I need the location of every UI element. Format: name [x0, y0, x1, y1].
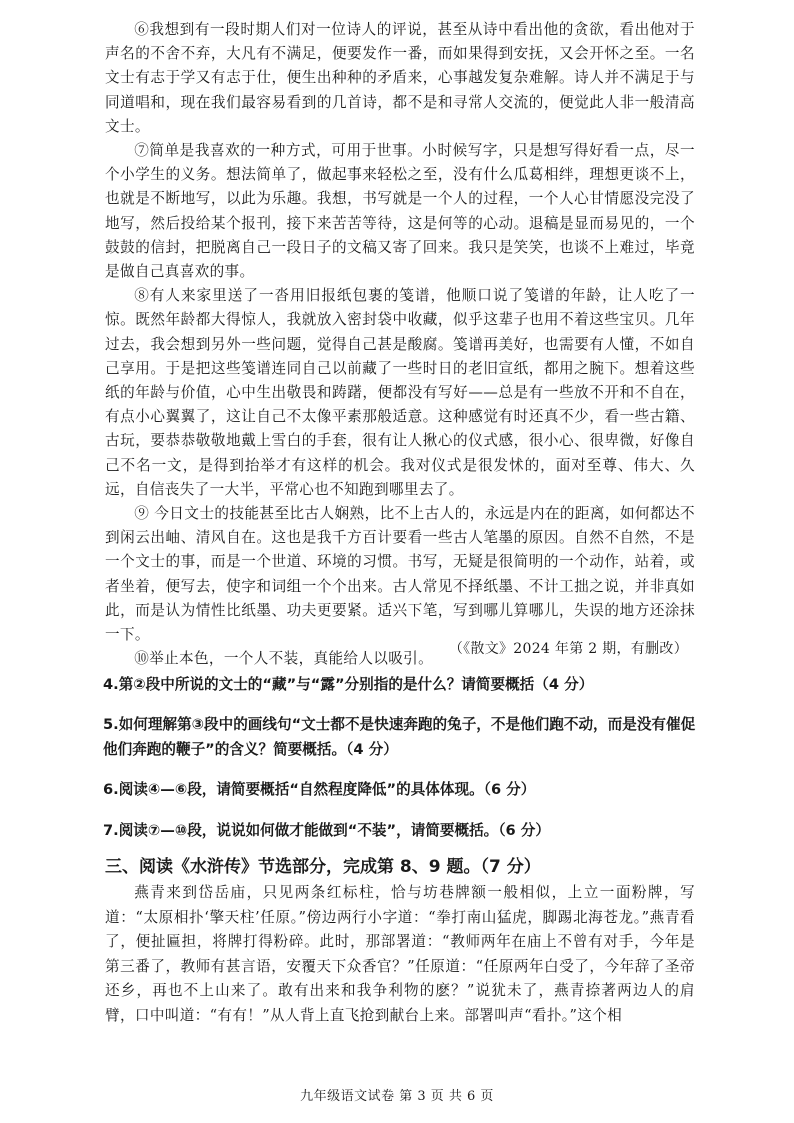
essay-paragraph-8: ⑧有人来家里送了一沓用旧报纸包裹的笺谱，他顺口说了笺谱的年龄，让人吃了一惊。既然年龄都大得惊人，我就放入密封袋中收藏，似乎这辈子也用不着这些宝贝。几年过去，我会想到另外一些问题，觉得自己甚是酸腐。笺谱再美好，也需要有人懂，不如自己享用。于是把这些笺谱连同自己以前藏了一些时日的老旧宣纸，都用之腕下。想着这些纸的年龄与价值，心中生出敬畏和踌躇，便都没有写好——总是有一些放不开和不自在，有点小心翼翼了，这让自己不太像平素那般适意。这种感觉有时还真不少，看一些古籍、古玩，要恭恭敬敬地戴上雪白的手套，很有让人揪心的仪式感，很小心、很卑微，好像自己不名一文，是得到抬举才有这样的机会。我对仪式是很发怵的，面对至尊、伟大、久远，自信丧失了一大半，平常心也不知跑到哪里去了。: [105, 287, 695, 498]
shuihu-passage: 燕青来到岱岳庙，只见两条红标柱，恰与坊巷牌额一般相似，上立一面粉牌，写道：“太原相扑‘擎天柱’任原。”傍边两行小字道：“拳打南山猛虎，脚踢北海苍龙。”燕青看了，便扯匾担，将牌打得粉碎。此时，那部署道：“教师两年在庙上不曾有对手，今年是第三番了，教师有甚言语，安覆天下众香官？”任原道：“任原两年白受了，今年辞了圣帝还乡，再也不上山来了。敢有出来和我争利物的麽？”说犹未了，燕青捺著两边人的肩臂，口中叫道：“有有！”从人背上直飞抢到献台上来。部署叫声“看扑。”这个相: [105, 884, 695, 1024]
section-3-title: 三、阅读《水浒传》节选部分，完成第 8、9 题。（7 分）: [105, 857, 541, 877]
essay-paragraph-9: ⑨ 今日文士的技能甚至比古人娴熟，比不上古人的，永远是内在的距离，如何都达不到闲云出岫、清风自在。这也是我千方百计要看一些古人笔墨的原因。自然不自然，不是一个文士的事，而是一个世道、环境的习惯。书写，无疑是很简明的一个动作，站着，或者坐着，便写去，使字和词组一个个出来。古人常见不择纸墨、不计工拙之说，并非真如此，而是认为情性比纸墨、功夫更要紧。适兴下笔，写到哪儿算哪儿，失误的地方还涂抹一下。: [105, 505, 695, 644]
question-5: 5.如何理解第③段中的画线句“文士都不是快速奔跑的兔子，不是他们跑不动，而是没有催促他们奔跑的鞭子”的含义？简要概括。（4 分）: [103, 716, 696, 758]
question-7: 7.阅读⑦—⑩段，说说如何做才能做到“不装”，请简要概括。（6 分）: [103, 822, 550, 839]
essay-body: [105, 18, 695, 671]
question-6: 6.阅读④—⑥段，请简要概括“自然程度降低”的具体体现。（6 分）: [103, 781, 536, 798]
page-footer: 九年级语文试卷 第 3 页 共 6 页: [300, 1089, 494, 1104]
question-4: 4.第②段中所说的文士的“藏”与“露”分别指的是什么？请简要概括（4 分）: [103, 676, 594, 693]
essay-source: （《散文》2024 年第 2 期，有删改）: [448, 641, 688, 657]
essay-paragraph-6: ⑥我想到有一段时期人们对一位诗人的评说，甚至从诗中看出他的贪欲，看出他对于声名的不舍不弃，大凡有不满足，便要发作一番，而如果得到安抚，又会开怀之至。一名文士有志于学又有志于仕，便生出种种的矛盾来，心事越发复杂难解。诗人并不满足于与同道唱和，现在我们最容易看到的几首诗，都不是和寻常人交流的，便觉此人非一般清高文士。: [105, 21, 695, 135]
essay-paragraph-7: ⑦简单是我喜欢的一种方式，可用于世事。小时候写字，只是想写得好看一点，尽一个小学生的义务。想法简单了，做起事来轻松之至，没有什么瓜葛相绊，理想更谈不上，也就是不断地写，以此为乐趣。我想，书写就是一个人的过程，一个人心甘情愿没完没了地写，然后投给某个报刊，接下来苦苦等待，这是何等的心动。退稿是显而易见的，一个鼓鼓的信封，把脱离自己一段日子的文稿又寄了回来。我只是笑笑，也谈不上难过，毕竟是做自己真喜欢的事。: [105, 142, 695, 281]
essay-paragraph-10: ⑩举止本色，一个人不装，真能给人以吸引。: [134, 650, 434, 668]
